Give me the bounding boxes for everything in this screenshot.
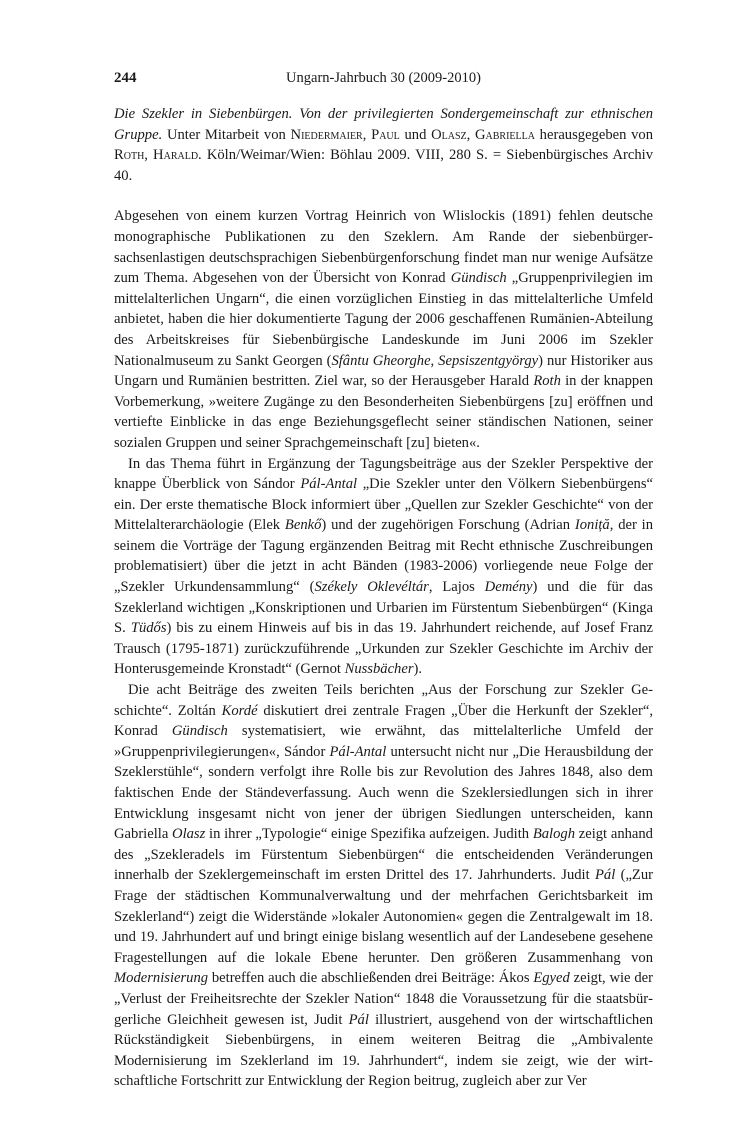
body-paragraph bbox=[114, 206, 653, 453]
text-run: herausgegeben von bbox=[534, 126, 653, 143]
italic-text: Egyed bbox=[533, 970, 570, 987]
text-run: in der knappen Vorbemerkung, »weitere Zugänge zu den Besonderheiten Siebenbürgens [zu] eröffnen und vertiefte Einblicke in das enge Beziehungsgeflecht seiner ständischen Nationen, seiner sozialen Gruppen und seiner Sprachgemeinschaft [zu] bieten«. bbox=[114, 373, 653, 451]
italic-text: Die Szekler in Siebenbürgen. Von der privilegierten Sondergemeinschaft zur ethnischen Gruppe. bbox=[114, 106, 653, 143]
italic-text: Kordé bbox=[221, 702, 258, 719]
text-run: , bbox=[430, 352, 439, 369]
bibliographic-citation bbox=[114, 104, 653, 186]
page-header bbox=[114, 70, 653, 92]
text-run: , Lajos bbox=[428, 579, 485, 596]
text-run: ) und der zugehörigen Forschung (Adrian bbox=[321, 517, 575, 534]
italic-text: Székely Oklevéltár bbox=[314, 579, 429, 596]
author-name: Niedermaier, Paul bbox=[290, 126, 400, 143]
body-paragraph bbox=[114, 454, 653, 681]
text-run: illustriert, ausgehend von der wirtschaftlichen Rückständigkeit Siebenbürgens, in einem weiteren Beitrag die „Ambivalente Modernisierung im Szeklerland im 19. Jahrhundert“, indem sie zeigt, wie der wirtschaftliche Fortschritt zur Entwicklung der Region beitrug, zugleich aber zur Ver bbox=[114, 1011, 653, 1090]
text-run: diskutiert drei zentrale Fragen „Über die Herkunft der Szekler“, Konrad bbox=[114, 702, 653, 740]
italic-text: Pál bbox=[594, 867, 616, 884]
italic-text: Tüdős bbox=[130, 620, 167, 637]
text-run: ) nur Historiker aus Ungarn und Rumänien bestritten. Ziel war, so der Herausgeber Harald bbox=[114, 352, 654, 390]
text-run: Abgesehen von einem kurzen Vortrag Heinrich von Wlislockis (1891) fehlen deutsche monographische Publikationen zu den Szeklern. Am Rande der siebenbürgersachsenlastigen deutschsprachigen Siebenbürgenforschung findet man nur wenige Aufsätze zum Thema. Abgesehen von der Übersicht von Konrad bbox=[114, 208, 653, 287]
text-run: ). bbox=[413, 661, 423, 678]
text-run: ) bis zu einem Hinweis auf bis in das 19. Jahrhundert reichende, auf Josef Franz Trausch (1795-1871) zurückzuführende „Urkunden zur Szekler Geschichte im Archiv der Honterusgemeinde Kronstadt“ (Gernot bbox=[114, 620, 653, 678]
text-run: Unter Mitarbeit von bbox=[162, 126, 291, 143]
italic-text: Sfântu Gheorghe bbox=[331, 352, 431, 369]
italic-text: Benkő bbox=[284, 517, 322, 534]
text-run: systematisiert, wie erwähnt, das mittelalterliche Umfeld der »Gruppenprivilegierungen«, Sándor bbox=[114, 723, 653, 760]
text-run: „Gruppenprivilegien im mittelalterlichen Ungarn“, die einen vorzüglichen Einstieg in das mittelalterliche Umfeld anbietet, haben die hier dokumentierte Tagung der 2006 geschaffenen Rumänien-Abteilung des Arbeitskreises für Siebenbürgische Landeskunde im Juni 2006 im Szekler Nationalmuseum zu Sankt Georgen ( bbox=[114, 270, 654, 369]
body-paragraph bbox=[114, 680, 653, 1092]
italic-text: Olasz bbox=[172, 826, 206, 843]
text-run: und bbox=[399, 126, 432, 143]
text-run: Die acht Beiträge des zweiten Teils berichten „Aus der Forschung zur Szekler Geschichte“. Zoltán bbox=[114, 682, 653, 719]
italic-text: Demény bbox=[484, 579, 533, 596]
italic-text: Nussbächer bbox=[344, 661, 414, 678]
italic-text: Roth bbox=[533, 373, 561, 390]
text-run: in ihrer „Typologie“ einige Spezifika aufzeigen. Judith bbox=[205, 826, 533, 843]
text-run: betreffen auch die abschließenden drei Beiträge: Ákos bbox=[208, 970, 534, 987]
italic-text: Modernisierung bbox=[114, 970, 209, 987]
text-run: untersucht nicht nur „Die Herausbildung der Szeklerstühle“, sondern verfolgt ihre Rolle bis zur Revolution des Jahres 1848, also dem faktischen Ende der Ständeverfassung. Auch wenn die Szeklersiedlungen sich in ihrer Entwicklung insgesamt nicht von jener der übrigen Siedlungen unterscheiden, kann Gabriella bbox=[114, 743, 654, 843]
running-title: Ungarn-Jahrbuch 30 (2009-2010) bbox=[286, 70, 481, 86]
author-name: Roth, Harald bbox=[114, 147, 199, 164]
text-run: zeigt, wie der „Verlust der Freiheitsrechte der Szekler Nation“ 1848 die Voraussetzung für die staatsbürgerliche Gleichheit gewesen ist, Judit bbox=[114, 970, 653, 1028]
italic-text: Balogh bbox=[532, 826, 575, 843]
text-run: ) und die für das Szeklerland wichtigen „Konskriptionen und Urbarien im Fürstentum Siebenbürgen“ (Kinga S. bbox=[114, 579, 653, 637]
page-content bbox=[114, 104, 653, 1092]
text-run: , der in seinem die Vorträge der Tagung ergänzenden Beitrag mit Recht ethnische Zuschreibungen problematisiert) über die jetzt in acht Bänden (1983-2006) vorliegende neue Folge der „Szekler Urkundensammlung“ ( bbox=[114, 517, 654, 596]
italic-text: Gündisch bbox=[450, 270, 507, 287]
italic-text: Pál-Antal bbox=[329, 743, 387, 760]
text-run: zeigt anhand des „Szekleradels im Fürstentum Siebenbürgen“ die entscheidenden Veränderungen innerhalb der Szeklergemeinschaft im ersten Drittel des 17. Jahrhunderts. Judit bbox=[114, 826, 653, 884]
italic-text: Ioniță bbox=[574, 517, 610, 534]
text-run: („Zur Frage der städtischen Kommunalverwaltung und der mehrfachen Gerichtsbarkeit im Szeklerland“) zeigt die Widerstände »lokaler Autonomien« gegen die Zentralgewalt im 18. und 19. Jahrhundert auf und bringt einige bislang wesentlich auf der Landesebene gesehene Fragestellungen auf die lokale Ebene herunter. Den größeren Zusammenhang von bbox=[114, 867, 654, 966]
text-run: . Köln/Weimar/Wien: Böhlau 2009. VIII, 280 S. = Siebenbürgisches Archiv 40. bbox=[114, 147, 653, 184]
italic-text: Sepsiszentgyörgy bbox=[438, 352, 539, 369]
author-name: Olasz, Gabriella bbox=[431, 126, 535, 143]
italic-text: Pál bbox=[348, 1011, 369, 1028]
italic-text: Gündisch bbox=[171, 723, 228, 740]
italic-text: Pál-Antal bbox=[300, 476, 358, 493]
text-run: „Die Szekler unter den Völkern Siebenbürgens“ ein. Der erste thematische Block informiert über „Quellen zur Szekler Geschichte“ von der Mittelalterarchäologie (Elek bbox=[114, 476, 653, 534]
text-run: In das Thema führt in Ergänzung der Tagungsbeiträge aus der Szekler Perspektive der knappe Überblick von Sándor bbox=[114, 455, 653, 493]
page-number: 244 bbox=[114, 70, 137, 86]
